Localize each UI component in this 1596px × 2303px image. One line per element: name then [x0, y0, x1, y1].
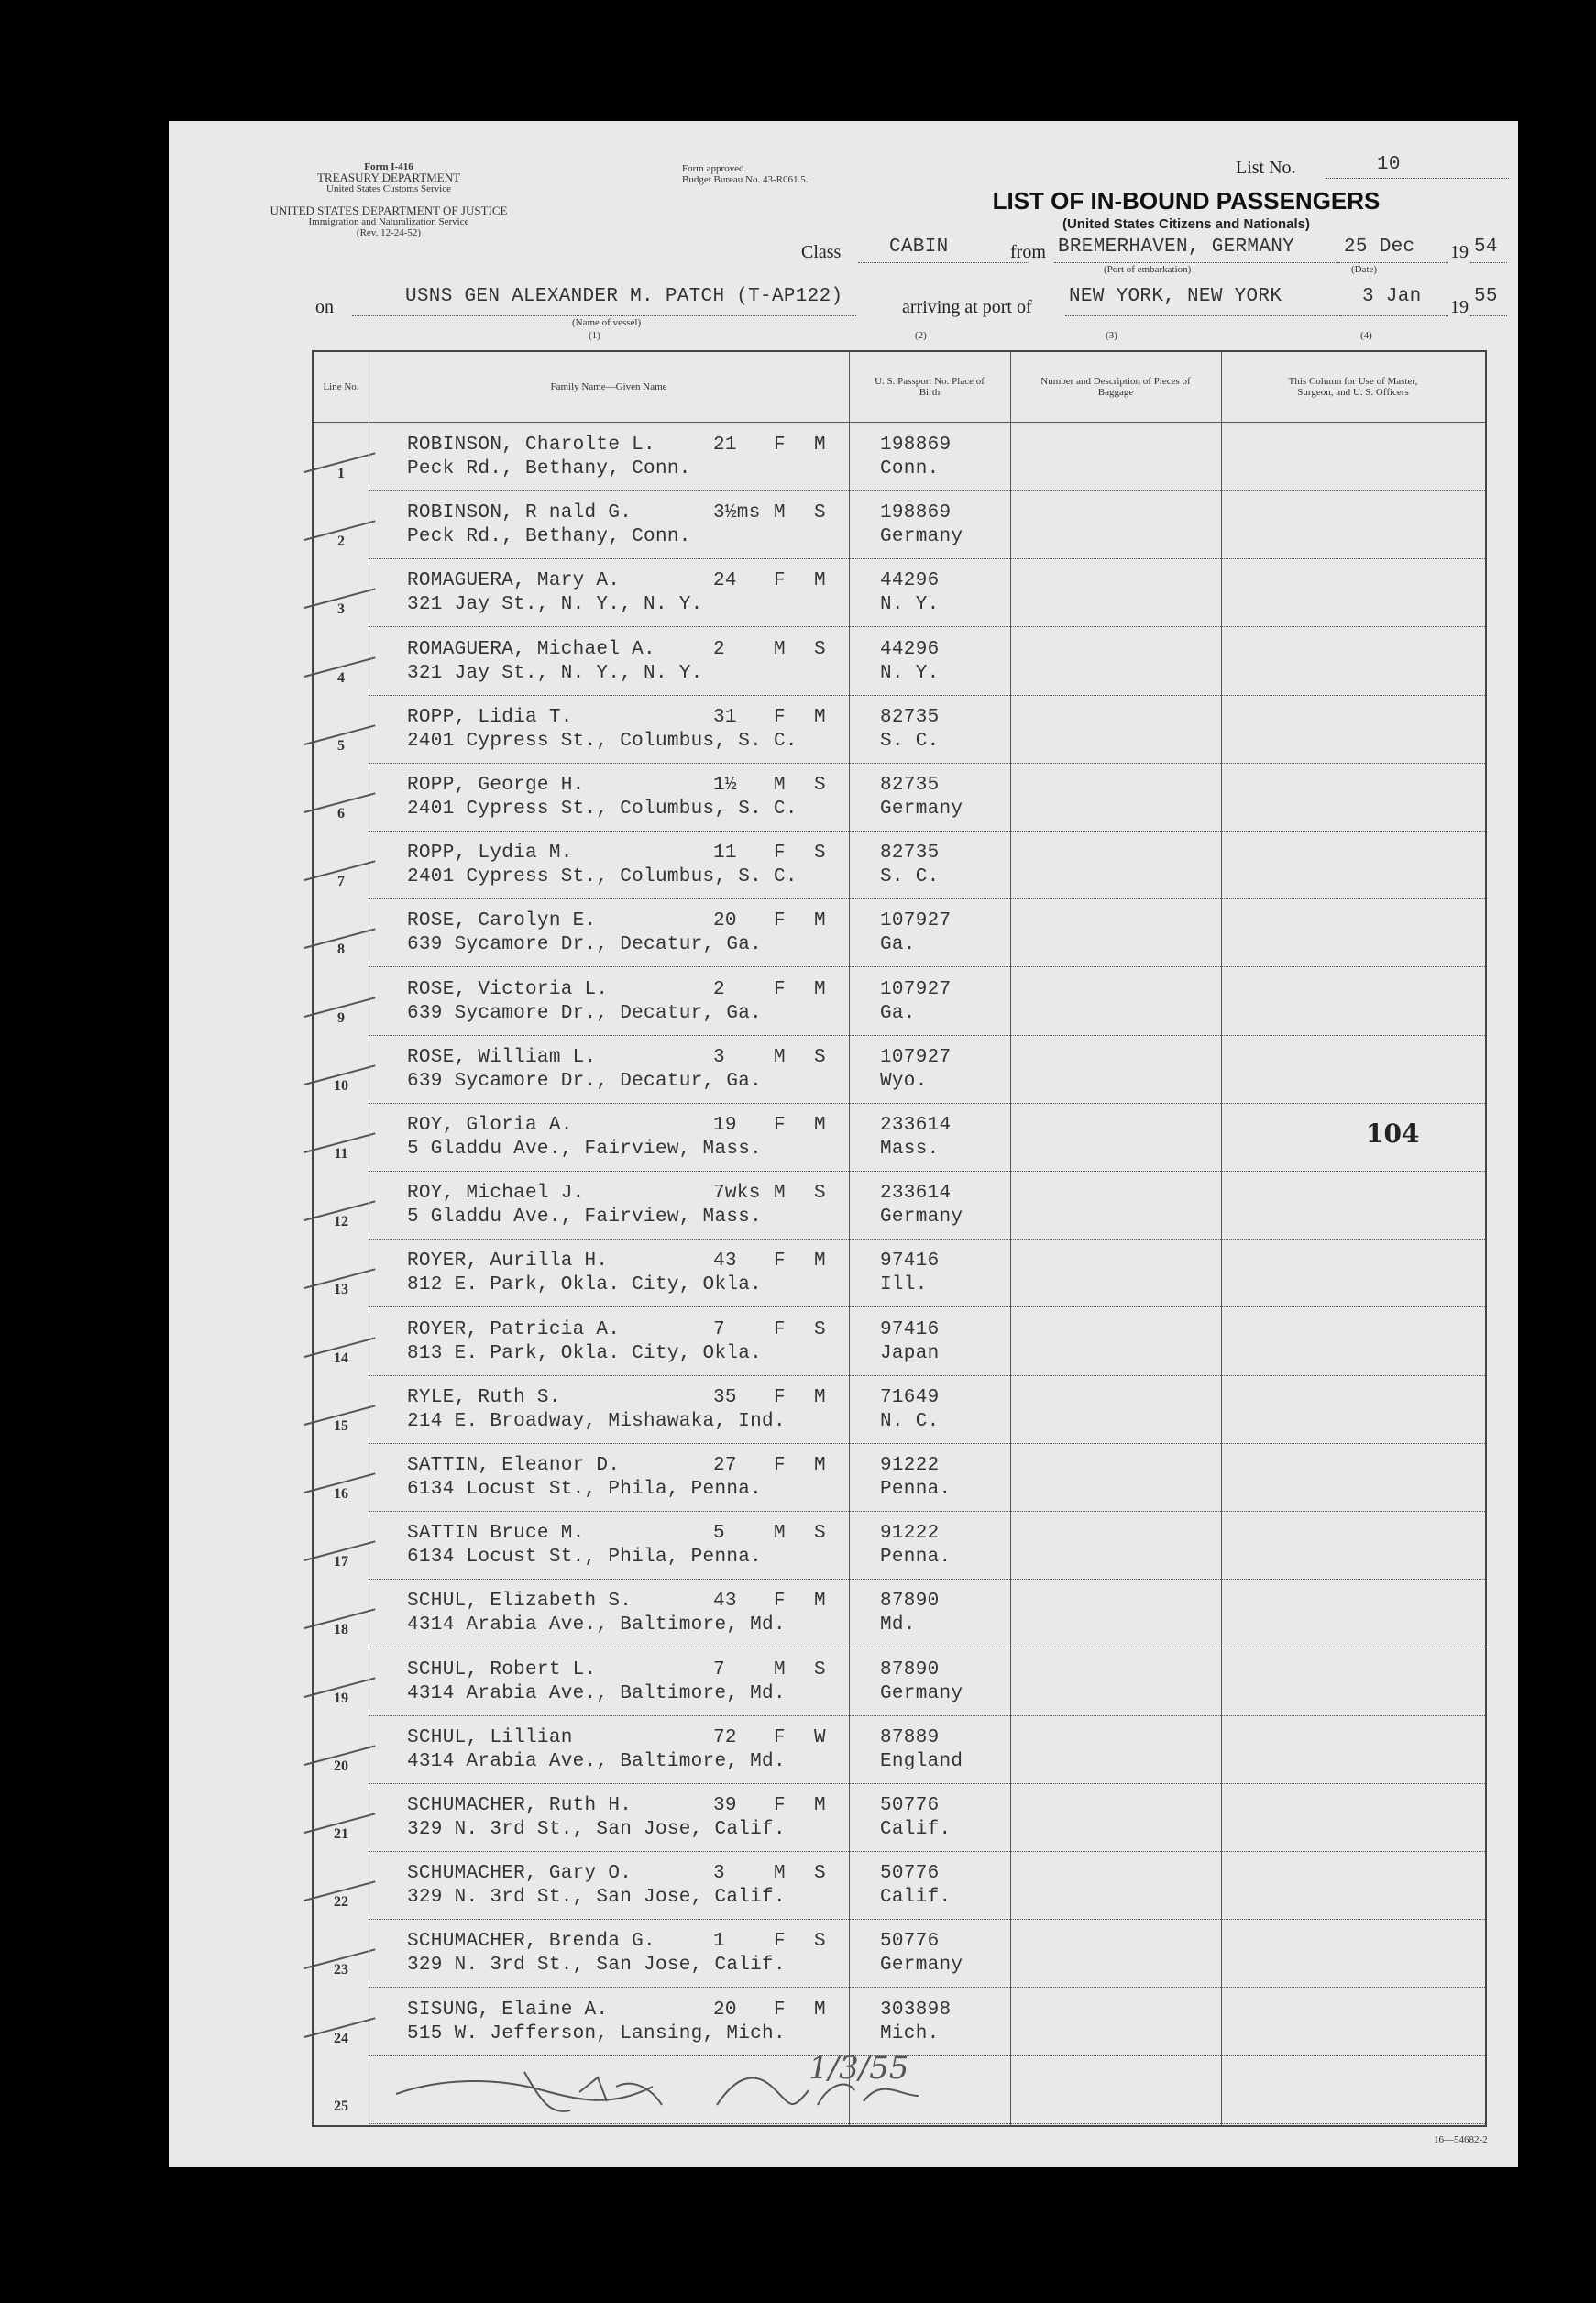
table-row: [314, 1444, 1485, 1512]
arrival-year: 55: [1474, 286, 1498, 307]
table-row: [314, 424, 1485, 491]
line-number: 16: [334, 1486, 348, 1502]
passenger-name: ROPP, George H.: [407, 775, 585, 796]
passenger-age: 3: [713, 1863, 725, 1885]
justice-block: [260, 205, 517, 238]
passport-number: 50776: [880, 1795, 940, 1816]
form-revision: (Rev. 12-24-52): [356, 227, 422, 238]
passenger-name: ROYER, Patricia A.: [407, 1318, 621, 1340]
passenger-name: SCHUL, Lillian: [407, 1726, 573, 1748]
col-number-2: (2): [915, 330, 927, 341]
table-row: [314, 1172, 1485, 1240]
passenger-address: 2401 Cypress St., Columbus, S. C.: [407, 730, 798, 752]
table-row: [314, 1376, 1485, 1444]
passenger-age: 7: [713, 1658, 725, 1680]
passport-number: 198869: [880, 502, 952, 524]
table-row: [314, 491, 1485, 559]
passenger-name: SATTIN, Eleanor D.: [407, 1455, 621, 1476]
line-number: 10: [334, 1077, 348, 1094]
port-caption: (Port of embarkation): [1104, 264, 1192, 275]
passenger-age: 21: [713, 435, 737, 456]
passenger-age: 7wks: [713, 1183, 761, 1205]
arrival-year-prefix: 19: [1450, 297, 1469, 317]
passenger-age: 31: [713, 706, 737, 728]
from-label: from: [1010, 242, 1046, 262]
passenger-sex: M: [774, 638, 786, 660]
passenger-sex: M: [774, 1046, 786, 1068]
place-of-birth: Penna.: [880, 1547, 952, 1569]
passenger-address: Peck Rd., Bethany, Conn.: [407, 526, 691, 548]
line-number: 9: [337, 1009, 345, 1026]
arriving-label: arriving at port of: [902, 297, 1032, 317]
table-row: [314, 1852, 1485, 1920]
place-of-birth: Conn.: [880, 458, 940, 479]
place-of-birth: Mich.: [880, 2022, 940, 2044]
passport-number: 87889: [880, 1726, 940, 1748]
table-row: [314, 764, 1485, 832]
passport-number: 82735: [880, 775, 940, 796]
passenger-sex: F: [774, 1726, 786, 1748]
passenger-marital-status: M: [814, 910, 826, 932]
passenger-sex: M: [774, 1183, 786, 1205]
passenger-age: 3: [713, 1046, 725, 1068]
line-number: 5: [337, 737, 345, 754]
passenger-name: ROMAGUERA, Mary A.: [407, 570, 621, 592]
table-row: [314, 1104, 1485, 1172]
passport-number: 50776: [880, 1931, 940, 1953]
passport-number: 233614: [880, 1115, 952, 1136]
passenger-age: 2: [713, 638, 725, 660]
line-number: 23: [334, 1962, 348, 1978]
passenger-age: 2: [713, 978, 725, 1000]
passenger-address: 4314 Arabia Ave., Baltimore, Md.: [407, 1614, 786, 1636]
place-of-birth: Ga.: [880, 1002, 916, 1024]
passenger-address: 6134 Locust St., Phila, Penna.: [407, 1547, 763, 1569]
manifest-sheet: [169, 121, 1518, 2167]
passenger-address: 2401 Cypress St., Columbus, S. C.: [407, 799, 798, 820]
place-of-birth: Germany: [880, 799, 963, 820]
table-row: [314, 696, 1485, 764]
passport-number: 107927: [880, 978, 952, 1000]
passenger-sex: F: [774, 1999, 786, 2021]
passenger-age: 43: [713, 1251, 737, 1273]
table-row: [314, 1784, 1485, 1852]
passenger-sex: M: [774, 1863, 786, 1885]
passenger-sex: F: [774, 1251, 786, 1273]
col-header-baggage: Number and Description of Pieces of Baggage: [1040, 376, 1191, 398]
passenger-age: 20: [713, 910, 737, 932]
line-number: 25: [334, 2098, 348, 2114]
place-of-birth: N. C.: [880, 1410, 940, 1432]
passenger-sex: F: [774, 1115, 786, 1136]
line-number: 21: [334, 1826, 348, 1842]
passenger-marital-status: M: [814, 435, 826, 456]
class-value: CABIN: [889, 237, 949, 258]
table-row: [314, 1580, 1485, 1647]
passenger-marital-status: S: [814, 1523, 826, 1545]
passport-number: 82735: [880, 843, 940, 865]
table-row: [314, 1989, 1485, 2056]
place-of-birth: Germany: [880, 1207, 963, 1229]
justice-dept: UNITED STATES DEPARTMENT OF JUSTICE: [270, 204, 508, 217]
col-header-passport: U. S. Passport No. Place of Birth: [875, 376, 985, 398]
place-of-birth: N. Y.: [880, 662, 940, 684]
customs-service: United States Customs Service: [326, 183, 451, 194]
passport-number: 233614: [880, 1183, 952, 1205]
passenger-sex: F: [774, 1591, 786, 1613]
line-number: 3: [337, 601, 345, 618]
passenger-marital-status: M: [814, 1591, 826, 1613]
passenger-marital-status: S: [814, 1318, 826, 1340]
page-subtitle: (United States Citizens and Nationals): [1062, 216, 1311, 232]
passenger-name: ROMAGUERA, Michael A.: [407, 638, 655, 660]
place-of-birth: Ga.: [880, 934, 916, 956]
passenger-name: ROPP, Lidia T.: [407, 706, 573, 728]
passenger-marital-status: S: [814, 502, 826, 524]
table-row: [314, 1716, 1485, 1784]
passenger-sex: F: [774, 435, 786, 456]
passenger-address: 4314 Arabia Ave., Baltimore, Md.: [407, 1750, 786, 1772]
passenger-address: 329 N. 3rd St., San Jose, Calif.: [407, 1819, 786, 1840]
form-agency-block: [297, 161, 480, 194]
passenger-sex: F: [774, 706, 786, 728]
place-of-birth: Calif.: [880, 1819, 952, 1840]
place-of-birth: Mass.: [880, 1139, 940, 1160]
place-of-birth: England: [880, 1750, 963, 1772]
passenger-sex: F: [774, 1318, 786, 1340]
passenger-name: ROPP, Lydia M.: [407, 843, 573, 865]
col-number-4: (4): [1360, 330, 1372, 341]
table-row: [314, 968, 1485, 1036]
passenger-sex: F: [774, 570, 786, 592]
passenger-name: SCHUL, Robert L.: [407, 1658, 597, 1680]
passport-number: 87890: [880, 1591, 940, 1613]
passenger-marital-status: M: [814, 570, 826, 592]
passenger-age: 72: [713, 1726, 737, 1748]
passenger-sex: F: [774, 1386, 786, 1408]
line-number: 11: [334, 1146, 348, 1162]
col-number-1: (1): [589, 330, 600, 341]
passenger-address: 5 Gladdu Ave., Fairview, Mass.: [407, 1207, 763, 1229]
passport-number: 71649: [880, 1386, 940, 1408]
passenger-name: SATTIN Bruce M.: [407, 1523, 585, 1545]
passenger-name: RYLE, Ruth S.: [407, 1386, 561, 1408]
place-of-birth: Germany: [880, 1955, 963, 1977]
passenger-age: 43: [713, 1591, 737, 1613]
passenger-name: ROBINSON, Charolte L.: [407, 435, 655, 456]
place-of-birth: N. Y.: [880, 594, 940, 616]
passport-number: 91222: [880, 1455, 940, 1476]
place-of-birth: Penna.: [880, 1479, 952, 1500]
passenger-address: 639 Sycamore Dr., Decatur, Ga.: [407, 1070, 763, 1092]
passenger-marital-status: W: [814, 1726, 826, 1748]
footer-code: 16—54682-2: [1434, 2134, 1488, 2145]
passenger-sex: M: [774, 1523, 786, 1545]
passenger-sex: F: [774, 843, 786, 865]
passenger-marital-status: M: [814, 1386, 826, 1408]
passenger-address: 329 N. 3rd St., San Jose, Calif.: [407, 1955, 786, 1977]
line-number: 22: [334, 1894, 348, 1911]
line-number: 2: [337, 534, 345, 550]
page-title: LIST OF IN-BOUND PASSENGERS: [992, 187, 1381, 215]
class-label: Class: [801, 242, 842, 262]
place-of-birth: Calif.: [880, 1887, 952, 1909]
passenger-name: SCHUMACHER, Gary O.: [407, 1863, 633, 1885]
col-header-officers: This Column for Use of Master, Surgeon, and U. S. Officers: [1288, 376, 1418, 398]
passenger-age: 5: [713, 1523, 725, 1545]
table-row: [314, 1308, 1485, 1376]
passenger-marital-status: S: [814, 775, 826, 796]
passenger-name: ROSE, Carolyn E.: [407, 910, 597, 932]
place-of-birth: Ill.: [880, 1274, 928, 1296]
place-of-birth: Md.: [880, 1614, 916, 1636]
passport-number: 44296: [880, 570, 940, 592]
passport-number: 303898: [880, 1999, 952, 2021]
vessel-caption: (Name of vessel): [572, 317, 642, 328]
passport-number: 87890: [880, 1658, 940, 1680]
line-number: 19: [334, 1690, 348, 1706]
line-number: 17: [334, 1554, 348, 1570]
passenger-sex: F: [774, 1795, 786, 1816]
passenger-marital-status: M: [814, 978, 826, 1000]
passenger-marital-status: M: [814, 1455, 826, 1476]
passenger-name: SISUNG, Elaine A.: [407, 1999, 609, 2021]
signature-date: 1/3/55: [809, 2050, 909, 2087]
passenger-marital-status: S: [814, 638, 826, 660]
passenger-address: 321 Jay St., N. Y., N. Y.: [407, 662, 703, 684]
passenger-marital-status: S: [814, 843, 826, 865]
passenger-age: 7: [713, 1318, 725, 1340]
line-number: 18: [334, 1622, 348, 1638]
table-row: [314, 1512, 1485, 1580]
passport-number: 97416: [880, 1251, 940, 1273]
place-of-birth: Germany: [880, 1682, 963, 1704]
place-of-birth: Wyo.: [880, 1070, 928, 1092]
passenger-address: 813 E. Park, Okla. City, Okla.: [407, 1342, 763, 1364]
table-row: [314, 1648, 1485, 1716]
passenger-sex: M: [774, 1658, 786, 1680]
line-number: 13: [334, 1282, 348, 1298]
passenger-name: SCHUL, Elizabeth S.: [407, 1591, 633, 1613]
passport-number: 97416: [880, 1318, 940, 1340]
passenger-address: 515 W. Jefferson, Lansing, Mich.: [407, 2022, 786, 2044]
arrival-port: NEW YORK, NEW YORK: [1069, 286, 1282, 307]
passenger-marital-status: M: [814, 706, 826, 728]
passenger-age: 3½ms: [713, 502, 761, 524]
line-number: 24: [334, 2030, 348, 2046]
passenger-marital-status: M: [814, 1999, 826, 2021]
passenger-age: 35: [713, 1386, 737, 1408]
place-of-birth: Japan: [880, 1342, 940, 1364]
passenger-sex: M: [774, 502, 786, 524]
passenger-address: 5 Gladdu Ave., Fairview, Mass.: [407, 1139, 763, 1160]
form-approved: Form approved.: [682, 163, 747, 174]
passenger-marital-status: S: [814, 1183, 826, 1205]
passenger-sex: F: [774, 1455, 786, 1476]
passenger-age: 24: [713, 570, 737, 592]
port-of-embarkation: BREMERHAVEN, GERMANY: [1058, 237, 1295, 258]
passport-number: 50776: [880, 1863, 940, 1885]
passenger-marital-status: S: [814, 1658, 826, 1680]
table-row: [314, 1036, 1485, 1104]
passport-number: 198869: [880, 435, 952, 456]
passenger-name: ROBINSON, R nald G.: [407, 502, 633, 524]
passenger-name: ROYER, Aurilla H.: [407, 1251, 609, 1273]
passenger-sex: F: [774, 1931, 786, 1953]
line-number: 15: [334, 1417, 348, 1434]
passenger-name: SCHUMACHER, Brenda G.: [407, 1931, 655, 1953]
passport-number: 91222: [880, 1523, 940, 1545]
list-no-label: List No.: [1236, 158, 1296, 178]
place-of-birth: Germany: [880, 526, 963, 548]
col-header-name: Family Name—Given Name: [550, 381, 667, 392]
passenger-sex: F: [774, 978, 786, 1000]
vessel-name: USNS GEN ALEXANDER M. PATCH (T-AP122): [405, 286, 843, 307]
passport-number: 82735: [880, 706, 940, 728]
passenger-marital-status: S: [814, 1863, 826, 1885]
passenger-sex: F: [774, 910, 786, 932]
embarkation-date: 25 Dec: [1344, 237, 1415, 258]
passenger-sex: M: [774, 775, 786, 796]
passenger-marital-status: S: [814, 1046, 826, 1068]
passenger-age: 1: [713, 1931, 725, 1953]
passenger-address: 2401 Cypress St., Columbus, S. C.: [407, 866, 798, 888]
col-header-line-no: Line No.: [323, 381, 359, 392]
passenger-address: 4314 Arabia Ave., Baltimore, Md.: [407, 1682, 786, 1704]
passport-number: 107927: [880, 910, 952, 932]
table-row: [314, 1240, 1485, 1307]
line-number: 6: [337, 806, 345, 821]
line-number: 4: [337, 669, 345, 686]
table-row: [314, 559, 1485, 627]
ins-service: Immigration and Naturalization Service: [308, 216, 469, 227]
passenger-age: 20: [713, 1999, 737, 2021]
passenger-name: ROSE, William L.: [407, 1046, 597, 1068]
passenger-marital-status: M: [814, 1795, 826, 1816]
passenger-address: 6134 Locust St., Phila, Penna.: [407, 1479, 763, 1500]
line-number: 1: [337, 466, 345, 481]
place-of-birth: S. C.: [880, 866, 940, 888]
col-number-3: (3): [1106, 330, 1117, 341]
line-number: 8: [337, 942, 345, 958]
passenger-name: ROY, Michael J.: [407, 1183, 585, 1205]
passenger-name: ROY, Gloria A.: [407, 1115, 573, 1136]
table-row: [314, 628, 1485, 696]
passenger-table: [312, 350, 1487, 2127]
passenger-marital-status: S: [814, 1931, 826, 1953]
passenger-address: 214 E. Broadway, Mishawaka, Ind.: [407, 1410, 786, 1432]
passenger-name: ROSE, Victoria L.: [407, 978, 609, 1000]
officer-annotation: 104: [1366, 1118, 1420, 1149]
on-label: on: [315, 297, 334, 317]
passenger-marital-status: M: [814, 1115, 826, 1136]
passenger-age: 27: [713, 1455, 737, 1476]
budget-bureau: Budget Bureau No. 43-R061.5.: [682, 174, 809, 185]
table-row: [314, 899, 1485, 967]
approval-block: [682, 163, 838, 185]
date-caption: (Date): [1351, 264, 1378, 275]
embark-year: 54: [1474, 237, 1498, 258]
table-row: [314, 1920, 1485, 1988]
passenger-age: 19: [713, 1115, 737, 1136]
embark-year-prefix: 19: [1450, 242, 1469, 262]
passenger-address: 812 E. Park, Okla. City, Okla.: [407, 1274, 763, 1296]
form-number: Form I-416: [364, 161, 413, 172]
passenger-address: 639 Sycamore Dr., Decatur, Ga.: [407, 934, 763, 956]
passport-number: 107927: [880, 1046, 952, 1068]
passenger-age: 39: [713, 1795, 737, 1816]
passenger-address: 329 N. 3rd St., San Jose, Calif.: [407, 1887, 786, 1909]
table-row: [314, 832, 1485, 899]
passenger-marital-status: M: [814, 1251, 826, 1273]
passenger-age: 11: [713, 843, 737, 865]
passenger-address: Peck Rd., Bethany, Conn.: [407, 458, 691, 479]
passenger-name: SCHUMACHER, Ruth H.: [407, 1795, 633, 1816]
treasury-dept: TREASURY DEPARTMENT: [316, 171, 461, 184]
passenger-address: 639 Sycamore Dr., Decatur, Ga.: [407, 1002, 763, 1024]
passenger-age: 1½: [713, 775, 737, 796]
passenger-address: 321 Jay St., N. Y., N. Y.: [407, 594, 703, 616]
line-number: 7: [337, 874, 345, 890]
arrival-date: 3 Jan: [1362, 286, 1422, 307]
line-number: 12: [334, 1214, 348, 1230]
line-number: 20: [334, 1758, 348, 1774]
passport-number: 44296: [880, 638, 940, 660]
line-number: 14: [334, 1350, 348, 1366]
place-of-birth: S. C.: [880, 730, 940, 752]
list-no-value: 10: [1377, 154, 1401, 175]
